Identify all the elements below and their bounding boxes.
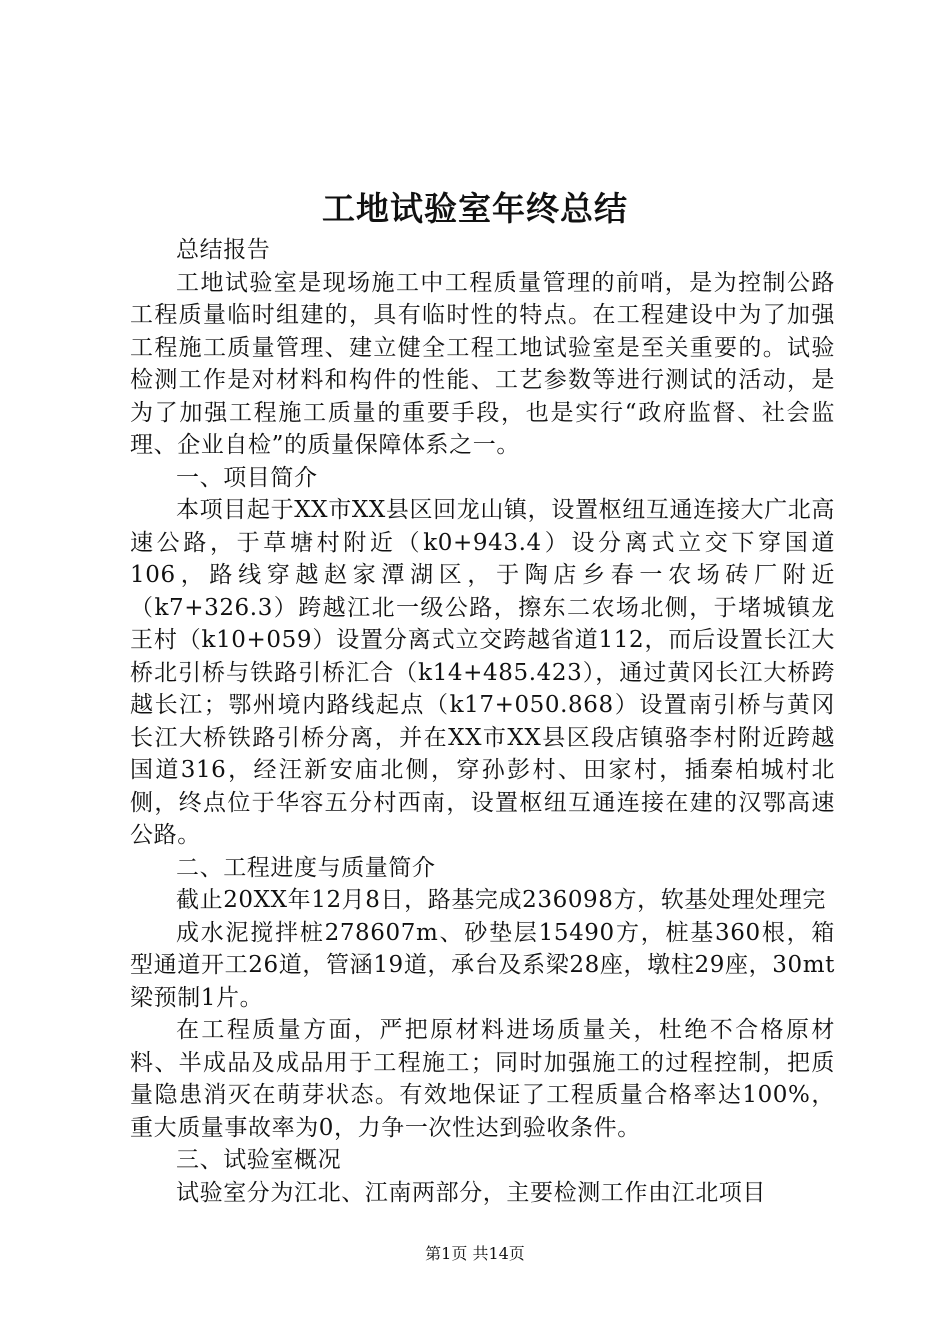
- document-title: 工地试验室年终总结: [322, 189, 628, 228]
- section-heading-progress: 二、工程进度与质量简介: [176, 854, 436, 881]
- paragraph-progress-2: 成水泥搅拌桩278607m、砂垫层15490方，桩基360根，箱型通道开工26道，管涵19道，承台及系梁28座，墩柱29座，30mt梁预制1片。: [130, 919, 835, 1011]
- paragraph-report-label: 总结报告: [176, 237, 271, 263]
- paragraph-project-description: 本项目起于XX市XX县区回龙山镇，设置枢纽互通连接大广北高速公路，于草塘村附近（k0+943.4）设分离式立交下穿国道106，路线穿越赵家潭湖区，于陶店乡春一农场砖厂附近（k7+326.3）跨越江北一级公路，擦东二农场北侧，于堵城镇龙王村（k10+059）设置分离式立交跨越省道112，而后设置长江大桥北引桥与铁路引桥汇合（k14+485.423），通过黄冈长江大桥跨越长江；鄂州境内路线起点（k17+050.868）设置南引桥与黄冈长江大桥铁路引桥分离，并在XX市XX县区段店镇骆李村附近跨越国道316，经汪新安庙北侧，穿孙彭村、田家村，插秦柏城村北侧，终点位于华容五分村西南，设置枢纽互通连接在建的汉鄂高速公路。: [130, 497, 835, 848]
- page-number-footer: 第1页 共14页: [425, 1244, 525, 1263]
- section-heading-project: 一、项目简介: [176, 464, 318, 491]
- paragraph-intro: 工地试验室是现场施工中工程质量管理的前哨，是为控制公路工程质量临时组建的，具有临时性的特点。在工程建设中为了加强工程施工质量管理、建立健全工程工地试验室是至关重要的。试验检测工作是对材料和构件的性能、工艺参数等进行测试的活动，是为了加强工程施工质量的重要手段，也是实行“政府监督、社会监理、企业自检”的质量保障体系之一。: [130, 269, 835, 458]
- paragraph-lab: 试验室分为江北、江南两部分，主要检测工作由江北项目: [176, 1179, 766, 1206]
- paragraph-progress-1: 截止20XX年12月8日，路基完成236098方，软基处理处理完: [176, 887, 826, 913]
- section-heading-lab: 三、试验室概况: [176, 1147, 342, 1173]
- paragraph-quality: 在工程质量方面，严把原材料进场质量关，杜绝不合格原材料、半成品及成品用于工程施工；同时加强施工的过程控制，把质量隐患消灭在萌芽状态。有效地保证了工程质量合格率达100%，重大质量事故率为0，力争一次性达到验收条件。: [130, 1017, 835, 1141]
- document-body: [130, 234, 835, 1209]
